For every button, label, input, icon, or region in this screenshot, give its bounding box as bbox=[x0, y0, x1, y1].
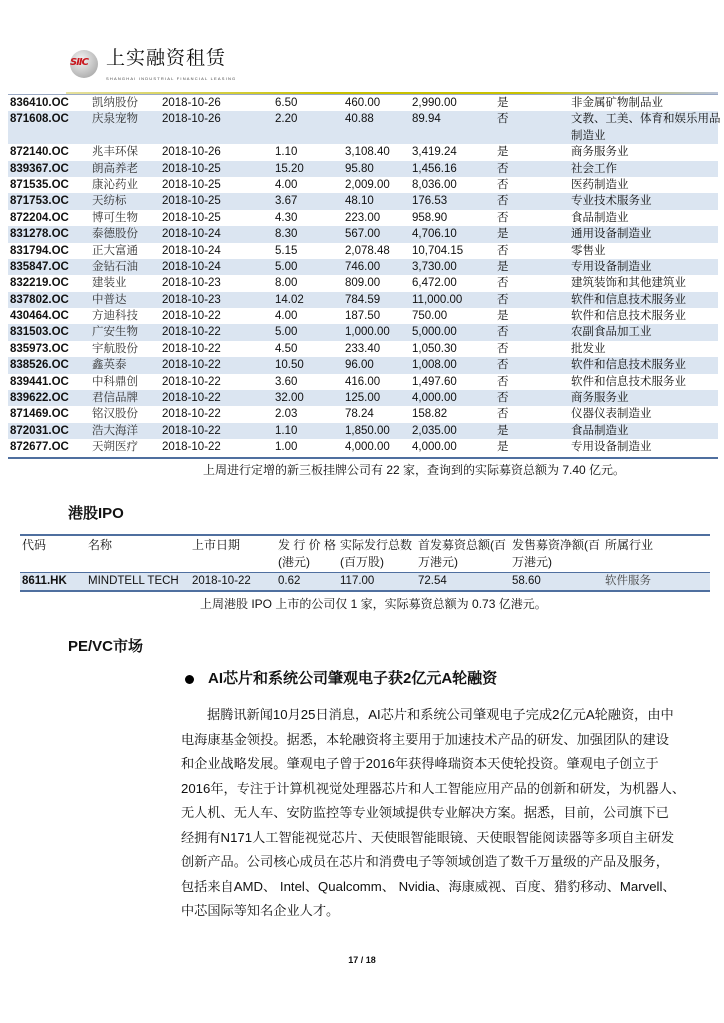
table-row bbox=[8, 406, 718, 422]
stock-code: 837802.OC bbox=[10, 293, 69, 306]
date: 2018-10-22 bbox=[162, 441, 221, 454]
date: 2018-10-23 bbox=[162, 277, 221, 290]
stock-code: 838526.OC bbox=[10, 359, 69, 372]
stock-code: 831794.OC bbox=[10, 244, 69, 257]
stock-code: 836410.OC bbox=[10, 97, 69, 109]
price: 1.10 bbox=[275, 146, 298, 159]
flag: 否 bbox=[497, 342, 509, 355]
shares: 95.80 bbox=[345, 162, 374, 175]
stock-code: 835847.OC bbox=[10, 260, 69, 273]
shares: 125.00 bbox=[345, 392, 381, 405]
date: 2018-10-23 bbox=[162, 293, 221, 306]
shares: 223.00 bbox=[345, 211, 381, 224]
flag: 否 bbox=[497, 375, 509, 388]
stock-code: 871608.OC bbox=[10, 113, 69, 126]
industry: 软件和信息技术服务业 bbox=[571, 359, 686, 372]
flag: 否 bbox=[497, 113, 509, 126]
hk-ipo-table bbox=[20, 534, 710, 592]
stock-code: 871753.OC bbox=[10, 195, 69, 208]
stock-code: 831278.OC bbox=[10, 228, 69, 241]
price: 4.50 bbox=[275, 342, 298, 355]
amount: 158.82 bbox=[412, 408, 448, 421]
amount: 11,000.00 bbox=[412, 293, 463, 306]
shares: 2,078.48 bbox=[345, 244, 390, 257]
amount: 4,000.00 bbox=[412, 392, 457, 405]
header-issue-price: 发 行 价 格(港元) bbox=[278, 538, 337, 569]
flag: 是 bbox=[497, 441, 509, 454]
industry: 食品制造业 bbox=[571, 211, 629, 224]
company-name: 朗高养老 bbox=[92, 162, 138, 175]
shares: 1,000.00 bbox=[345, 326, 390, 339]
flag: 否 bbox=[497, 211, 509, 224]
company-name: 兆丰环保 bbox=[92, 146, 138, 159]
shares: 746.00 bbox=[345, 260, 381, 273]
industry: 软件和信息技术服务业 bbox=[571, 375, 686, 388]
shares: 1,850.00 bbox=[345, 424, 390, 437]
table-row bbox=[8, 111, 721, 144]
price: 5.00 bbox=[275, 260, 298, 273]
company-name: 正大富通 bbox=[92, 244, 138, 257]
date: 2018-10-24 bbox=[162, 228, 221, 241]
logo-mark: SIIC bbox=[70, 57, 88, 68]
name: MINDTELL TECH bbox=[88, 575, 179, 587]
amount: 1,008.00 bbox=[412, 359, 457, 372]
industry: 通用设备制造业 bbox=[571, 228, 652, 241]
flag: 是 bbox=[497, 228, 509, 241]
amount: 4,706.10 bbox=[412, 228, 457, 241]
industry: 仪器仪表制造业 bbox=[571, 408, 652, 421]
date: 2018-10-26 bbox=[162, 113, 221, 126]
price: 2.03 bbox=[275, 408, 298, 421]
shares: 2,009.00 bbox=[345, 178, 390, 191]
shares: 460.00 bbox=[345, 97, 381, 109]
company-name: 博可生物 bbox=[92, 211, 138, 224]
news-title-text: AI芯片和系统公司肇观电子获2亿元A轮融资 bbox=[208, 670, 498, 687]
table-row bbox=[8, 423, 718, 439]
date: 2018-10-22 bbox=[162, 342, 221, 355]
paragraph-line: 创新产品。公司核心成员在芯片和消费电子等领域创造了数千万量级的产品及服务， bbox=[181, 854, 669, 869]
amount: 3,419.24 bbox=[412, 146, 457, 159]
industry: 零售业 bbox=[571, 244, 606, 257]
header-shares-issued: 实际发行总数(百万股) bbox=[340, 538, 413, 569]
company-name: 庆泉宠物 bbox=[92, 113, 138, 126]
stock-code: 872204.OC bbox=[10, 211, 69, 224]
company-name: 中科鼎创 bbox=[92, 375, 138, 388]
company-name: 宇航股份 bbox=[92, 342, 138, 355]
header-gross-proceeds: 首发募资总额(百万港元) bbox=[418, 538, 506, 569]
paragraph-line: 包括来自AMD、 Intel、Qualcomm、 Nvidia、海康威视、百度、猎豹移动、Marvell、 bbox=[181, 878, 676, 894]
company-name: 泰德股份 bbox=[92, 228, 138, 241]
paragraph-line: 据腾讯新闻10月25日消息，AI芯片和系统公司肇观电子完成2亿元A轮融资，由中 bbox=[207, 707, 674, 722]
date: 2018-10-25 bbox=[162, 211, 221, 224]
header-listing-date: 上市日期 bbox=[192, 538, 241, 552]
shares: 4,000.00 bbox=[345, 441, 390, 454]
industry: 建筑装饰和其他建筑业 bbox=[571, 277, 686, 290]
table-row bbox=[8, 292, 718, 308]
paragraph-line: 中芯国际等知名企业人才。 bbox=[181, 903, 340, 918]
table-row bbox=[8, 193, 718, 209]
company-name: 方迪科技 bbox=[92, 310, 138, 323]
table-row bbox=[8, 374, 718, 390]
gross-proceeds: 72.54 bbox=[418, 575, 447, 587]
shares: 96.00 bbox=[345, 359, 374, 372]
amount: 1,050.30 bbox=[412, 342, 457, 355]
paragraph-line: 电海康基金领投。据悉，本轮融资将主要用于加速技术产品的研发、加强团队的建设 bbox=[181, 731, 669, 747]
shares: 40.88 bbox=[345, 113, 374, 126]
table-row bbox=[8, 275, 718, 291]
shares: 567.00 bbox=[345, 228, 381, 241]
flag: 否 bbox=[497, 408, 509, 421]
date: 2018-10-26 bbox=[162, 97, 221, 109]
price: 1.10 bbox=[275, 424, 298, 437]
company-name: 中普达 bbox=[92, 293, 127, 306]
industry: 软件和信息技术服务业 bbox=[571, 310, 686, 323]
table-row bbox=[8, 324, 718, 340]
flag: 是 bbox=[497, 424, 509, 437]
price: 10.50 bbox=[275, 359, 304, 372]
shares: 233.40 bbox=[345, 342, 381, 355]
company-name: 铭汉股份 bbox=[92, 408, 138, 421]
price: 3.67 bbox=[275, 195, 298, 208]
price: 6.50 bbox=[275, 97, 298, 109]
table-row bbox=[8, 226, 718, 242]
header-name: 名称 bbox=[88, 538, 113, 552]
stock-code: 872031.OC bbox=[10, 424, 69, 437]
table-row bbox=[8, 357, 718, 373]
stock-code: 839441.OC bbox=[10, 375, 69, 388]
price: 3.60 bbox=[275, 375, 298, 388]
shares: 3,108.40 bbox=[345, 146, 390, 159]
shares: 809.00 bbox=[345, 277, 381, 290]
flag: 否 bbox=[497, 178, 509, 191]
date: 2018-10-26 bbox=[162, 146, 221, 159]
price: 8.30 bbox=[275, 228, 298, 241]
logo-chinese-name: 上实融资租赁 bbox=[106, 48, 227, 69]
logo-english-name: SHANGHAI INDUSTRIAL FINANCIAL LEASING bbox=[106, 76, 237, 81]
paragraph-line: 和企业战略发展。肇观电子曾于2016年获得峰瑞资本天使轮投资。肇观电子创立于 bbox=[181, 756, 659, 771]
stock-code: 871535.OC bbox=[10, 178, 69, 191]
amount: 2,035.00 bbox=[412, 424, 457, 437]
price: 1.00 bbox=[275, 441, 298, 454]
header-code: 代码 bbox=[22, 538, 47, 552]
pevc-heading: PE/VC市场 bbox=[68, 638, 144, 655]
shares: 784.59 bbox=[345, 293, 381, 306]
company-name: 凯纳股份 bbox=[92, 97, 138, 109]
shares: 78.24 bbox=[345, 408, 374, 421]
company-name: 天朔医疗 bbox=[92, 441, 138, 454]
amount: 4,000.00 bbox=[412, 441, 457, 454]
table-row bbox=[8, 161, 718, 177]
table-row bbox=[8, 177, 718, 193]
amount: 5,000.00 bbox=[412, 326, 457, 339]
paragraph-line: 无人机、无人车、安防监控等专业领域提供专业解决方案。据悉，目前，公司旗下已 bbox=[181, 805, 669, 820]
date: 2018-10-24 bbox=[162, 244, 221, 257]
table-row bbox=[8, 341, 718, 357]
company-name: 鑫英泰 bbox=[92, 359, 127, 372]
date: 2018-10-24 bbox=[162, 260, 221, 273]
price: 32.00 bbox=[275, 392, 304, 405]
header-net-proceeds: 发售募资净额(百万港元) bbox=[512, 538, 600, 569]
date: 2018-10-22 bbox=[162, 375, 221, 388]
flag: 否 bbox=[497, 162, 509, 175]
date: 2018-10-22 bbox=[162, 424, 221, 437]
industry: 医药制造业 bbox=[571, 178, 629, 191]
date: 2018-10-25 bbox=[162, 178, 221, 191]
stock-code: 839367.OC bbox=[10, 162, 69, 175]
table-row bbox=[20, 572, 710, 590]
amount: 2,990.00 bbox=[412, 97, 457, 109]
industry: 软件服务 bbox=[605, 575, 651, 587]
hk-ipo-heading: 港股IPO bbox=[68, 505, 124, 522]
stock-code: 430464.OC bbox=[10, 310, 69, 323]
neeq-summary: 上周进行定增的新三板挂牌公司有 22 家，查询到的实际募资总额为 7.40 亿元。 bbox=[203, 463, 626, 477]
table-row bbox=[8, 210, 718, 226]
price: 4.30 bbox=[275, 211, 298, 224]
amount: 3,730.00 bbox=[412, 260, 457, 273]
shares: 416.00 bbox=[345, 375, 381, 388]
bullet-icon bbox=[185, 675, 194, 684]
shares-issued: 117.00 bbox=[340, 575, 375, 587]
paragraph-line: 2016年，专注于计算机视觉处理器芯片和人工智能应用产品的创新和研发，为机器人、 bbox=[181, 780, 686, 796]
date: 2018-10-22 bbox=[162, 310, 221, 323]
industry: 社会工作 bbox=[571, 162, 617, 175]
amount: 10,704.15 bbox=[412, 244, 464, 257]
news-paragraph bbox=[181, 703, 686, 924]
flag: 否 bbox=[497, 326, 509, 339]
price: 4.00 bbox=[275, 310, 298, 323]
industry: 专业技术服务业 bbox=[571, 195, 652, 208]
flag: 是 bbox=[497, 146, 509, 159]
price: 8.00 bbox=[275, 277, 298, 290]
news-title bbox=[185, 669, 497, 689]
amount: 8,036.00 bbox=[412, 178, 457, 191]
table-bottom-border bbox=[8, 457, 718, 459]
date: 2018-10-22 bbox=[162, 359, 221, 372]
table-row bbox=[8, 308, 718, 324]
neeq-placement-table bbox=[8, 95, 721, 456]
flag: 是 bbox=[497, 260, 509, 273]
company-logo bbox=[70, 48, 240, 86]
price: 5.00 bbox=[275, 326, 298, 339]
shares: 48.10 bbox=[345, 195, 374, 208]
price: 5.15 bbox=[275, 244, 298, 257]
stock-code: 872677.OC bbox=[10, 441, 69, 454]
issue-price: 0.62 bbox=[278, 575, 301, 587]
flag: 否 bbox=[497, 195, 509, 208]
industry: 商务服务业 bbox=[571, 146, 629, 159]
flag: 是 bbox=[497, 310, 509, 323]
industry: 商务服务业 bbox=[571, 392, 629, 405]
stock-code: 871469.OC bbox=[10, 408, 69, 421]
flag: 否 bbox=[497, 359, 509, 372]
stock-code: 831503.OC bbox=[10, 326, 69, 339]
date: 2018-10-22 bbox=[162, 326, 221, 339]
industry: 农副食品加工业 bbox=[571, 326, 652, 339]
industry: 文教、工美、体育和娱乐用品制造业 bbox=[571, 113, 721, 142]
price: 15.20 bbox=[275, 162, 304, 175]
amount: 1,456.16 bbox=[412, 162, 457, 175]
industry: 食品制造业 bbox=[571, 424, 629, 437]
table-row bbox=[8, 95, 718, 111]
industry: 专用设备制造业 bbox=[571, 441, 652, 454]
date: 2018-10-25 bbox=[162, 195, 221, 208]
table-row bbox=[8, 243, 718, 259]
company-name: 建装业 bbox=[92, 277, 127, 290]
amount: 6,472.00 bbox=[412, 277, 457, 290]
stock-code: 835973.OC bbox=[10, 342, 69, 355]
amount: 176.53 bbox=[412, 195, 448, 208]
hk-table-header bbox=[20, 536, 710, 572]
date: 2018-10-22 bbox=[162, 392, 221, 405]
flag: 否 bbox=[497, 244, 509, 257]
flag: 否 bbox=[497, 277, 509, 290]
industry: 专用设备制造业 bbox=[571, 260, 652, 273]
amount: 958.90 bbox=[412, 211, 448, 224]
amount: 750.00 bbox=[412, 310, 448, 323]
industry: 软件和信息技术服务业 bbox=[571, 293, 686, 306]
company-name: 广安生物 bbox=[92, 326, 138, 339]
industry: 非金属矿物制品业 bbox=[571, 97, 663, 109]
price: 4.00 bbox=[275, 178, 298, 191]
stock-code: 832219.OC bbox=[10, 277, 69, 290]
hk-summary: 上周港股 IPO 上市的公司仅 1 家，实际募资总额为 0.73 亿港元。 bbox=[200, 597, 547, 611]
net-proceeds: 58.60 bbox=[512, 575, 541, 587]
header-industry: 所属行业 bbox=[605, 538, 654, 552]
industry: 批发业 bbox=[571, 342, 606, 355]
company-name: 天纺标 bbox=[92, 195, 127, 208]
code: 8611.HK bbox=[22, 575, 67, 587]
price: 14.02 bbox=[275, 293, 304, 306]
table-row bbox=[8, 259, 718, 275]
table-row bbox=[8, 144, 718, 160]
price: 2.20 bbox=[275, 113, 298, 126]
page-number: 17 / 18 bbox=[348, 955, 376, 965]
shares: 187.50 bbox=[345, 310, 381, 323]
listing-date: 2018-10-22 bbox=[192, 575, 251, 587]
flag: 否 bbox=[497, 293, 509, 306]
company-name: 金钻石油 bbox=[92, 260, 138, 273]
table-row bbox=[8, 390, 718, 406]
paragraph-line: 经拥有N171人工智能视觉芯片、天使眼智能眼镜、天使眼智能阅读器等多项自主研发 bbox=[181, 829, 675, 845]
company-name: 君信品牌 bbox=[92, 392, 138, 405]
flag: 否 bbox=[497, 392, 509, 405]
stock-code: 872140.OC bbox=[10, 146, 69, 159]
date: 2018-10-22 bbox=[162, 408, 221, 421]
company-name: 康沁药业 bbox=[92, 178, 138, 191]
flag: 是 bbox=[497, 97, 509, 109]
amount: 89.94 bbox=[412, 113, 441, 126]
company-name: 浩大海洋 bbox=[92, 424, 138, 437]
table-row bbox=[8, 439, 718, 455]
stock-code: 839622.OC bbox=[10, 392, 69, 405]
date: 2018-10-25 bbox=[162, 162, 221, 175]
amount: 1,497.60 bbox=[412, 375, 457, 388]
